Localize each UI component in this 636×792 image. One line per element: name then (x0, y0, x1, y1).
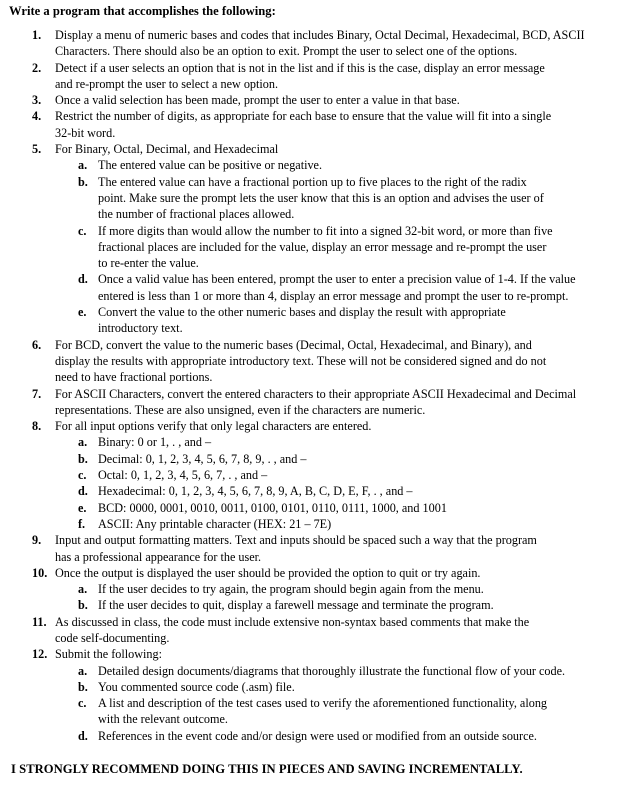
list-item-text (55, 337, 630, 386)
list-item (0, 386, 636, 419)
sub-list-item-letter: b. (78, 174, 88, 189)
text-line: Detect if a user selects an option that is not in the list and if this is the case, display an error message (55, 60, 545, 75)
list-item (0, 108, 636, 141)
text-line: point. Make sure the prompt lets the user know that this is an option and advises the user of (98, 190, 544, 205)
text-line: If the user decides to quit, display a farewell message and terminate the program. (98, 598, 494, 613)
text-line: code self-documenting. (55, 630, 170, 645)
sub-list-item-text (98, 467, 624, 483)
sub-list-item-letter: e. (78, 305, 87, 320)
text-line: As discussed in class, the code must include extensive non-syntax based comments that make the (55, 614, 530, 629)
sub-list-item (0, 467, 636, 483)
text-line: For all input options verify that only legal characters are entered. (55, 419, 372, 434)
list-item (0, 92, 636, 108)
sub-list-item (0, 434, 636, 450)
text-line: For BCD, convert the value to the numeric bases (Decimal, Octal, Hexadecimal, and Binary), and (55, 337, 532, 352)
requirements-list (0, 27, 636, 744)
list-item-text (55, 141, 630, 157)
sub-list-item-letter: d. (78, 728, 88, 743)
list-item-text (55, 614, 630, 647)
text-line: need to have fractional portions. (55, 370, 213, 385)
sub-list-item (0, 157, 636, 173)
text-line: You commented source code (.asm) file. (98, 679, 295, 694)
text-line: References in the event code and/or design were used or modified from an outside source. (98, 728, 537, 743)
sub-list-item-letter: a. (78, 435, 88, 450)
text-line: Octal: 0, 1, 2, 3, 4, 5, 6, 7, . , and – (98, 468, 268, 483)
sub-list-item-text (98, 500, 624, 516)
list-item-text (55, 27, 630, 60)
list-item-text (55, 418, 630, 434)
list-item (0, 565, 636, 581)
sub-list-item-text (98, 581, 624, 597)
text-line: BCD: 0000, 0001, 0010, 0011, 0100, 0101, 0110, 0111, 1000, and 1001 (98, 500, 447, 515)
text-line: display the results with appropriate introductory text. These will not be considered signed and do not (55, 353, 547, 368)
sub-list-item-text (98, 174, 624, 223)
text-line: Restrict the number of digits, as appropriate for each base to ensure that the value will fit into a single (55, 109, 552, 124)
sub-list-item-letter: c. (78, 696, 87, 711)
list-item-number: 8. (32, 419, 42, 434)
list-item-text (55, 108, 630, 141)
sub-list-item (0, 663, 636, 679)
sub-list-item-text (98, 695, 624, 728)
text-line: Characters. There should also be an option to exit. Prompt the user to select one of the options. (55, 44, 518, 59)
text-line: Once a valid value has been entered, prompt the user to enter a precision value of 1-4. If the value (98, 272, 576, 287)
text-line: Hexadecimal: 0, 1, 2, 3, 4, 5, 6, 7, 8, 9, A, B, C, D, E, F, . , and – (98, 484, 413, 499)
sub-list-item (0, 581, 636, 597)
sub-list-item-letter: e. (78, 500, 87, 515)
list-item (0, 141, 636, 157)
sub-list-item (0, 500, 636, 516)
text-line: Decimal: 0, 1, 2, 3, 4, 5, 6, 7, 8, 9, . , and – (98, 451, 307, 466)
list-item-number: 7. (32, 386, 42, 401)
text-line: the number of fractional places allowed. (98, 207, 295, 222)
list-item (0, 418, 636, 434)
sub-list-item (0, 483, 636, 499)
list-item (0, 60, 636, 93)
text-line: fractional places are included for the value, display an error message and re-prompt the user (98, 239, 547, 254)
list-item (0, 614, 636, 647)
text-line: ASCII: Any printable character (HEX: 21 – 7E) (98, 516, 332, 531)
sub-list-item-letter: b. (78, 451, 88, 466)
sub-list-item-text (98, 304, 624, 337)
sub-list-item-text (98, 597, 624, 613)
sub-list-item-letter: a. (78, 663, 88, 678)
sub-list-item-letter: c. (78, 468, 87, 483)
text-line: has a professional appearance for the user. (55, 549, 262, 564)
list-item-number: 10. (32, 565, 48, 580)
sub-list-item (0, 728, 636, 744)
text-line: Detailed design documents/diagrams that thoroughly illustrate the functional flow of your code. (98, 663, 566, 678)
text-line: For Binary, Octal, Decimal, and Hexadecimal (55, 142, 279, 157)
text-line: introductory text. (98, 321, 183, 336)
list-item-number: 9. (32, 533, 42, 548)
sub-list-item (0, 174, 636, 223)
text-line: with the relevant outcome. (98, 712, 228, 727)
list-item-text (55, 60, 630, 93)
text-line: to re-enter the value. (98, 256, 199, 271)
sub-list-item-letter: c. (78, 223, 87, 238)
text-line: Binary: 0 or 1, . , and – (98, 435, 212, 450)
text-line: If the user decides to try again, the program should begin again from the menu. (98, 582, 484, 597)
sub-list-item-text (98, 271, 624, 304)
list-item (0, 646, 636, 662)
sub-list-item (0, 695, 636, 728)
text-line: Submit the following: (55, 647, 162, 662)
sub-list-item-letter: d. (78, 272, 88, 287)
sub-list-item-letter: f. (78, 516, 86, 531)
text-line: For ASCII Characters, convert the entered characters to their appropriate ASCII Hexadecimal and Decimal (55, 386, 577, 401)
text-line: and re-prompt the user to select a new option. (55, 76, 279, 91)
text-line: A list and description of the test cases used to verify the aforementioned functionality, along (98, 696, 548, 711)
list-item (0, 27, 636, 60)
sub-list-item-text (98, 728, 624, 744)
sub-list-item-letter: a. (78, 582, 88, 597)
sub-list-item-text (98, 223, 624, 272)
list-item-text (55, 646, 630, 662)
sub-list-item (0, 271, 636, 304)
sub-list-item (0, 451, 636, 467)
list-item (0, 532, 636, 565)
sub-list-item-letter: b. (78, 679, 88, 694)
sub-list-item (0, 679, 636, 695)
list-item-number: 12. (32, 647, 48, 662)
sub-list-item-text (98, 663, 624, 679)
list-item-number: 2. (32, 60, 42, 75)
text-line: 32-bit word. (55, 125, 116, 140)
list-item-number: 5. (32, 142, 42, 157)
sub-list-item-text (98, 157, 624, 173)
list-item-number: 11. (32, 614, 47, 629)
sub-list-item (0, 223, 636, 272)
sub-list-item-text (98, 434, 624, 450)
text-line: Input and output formatting matters. Text and inputs should be spaced such a way that the program (55, 533, 537, 548)
list-item (0, 337, 636, 386)
sub-list-item-text (98, 516, 624, 532)
list-item-text (55, 386, 630, 419)
text-line: The entered value can have a fractional portion up to five places to the right of the radix (98, 174, 527, 189)
document-heading: Write a program that accomplishes the following: (9, 4, 276, 18)
list-item-number: 6. (32, 337, 42, 352)
sub-list-item (0, 304, 636, 337)
text-line: representations. These are also unsigned, even if the characters are numeric. (55, 402, 426, 417)
sub-list-item-text (98, 451, 624, 467)
sub-list-item-text (98, 483, 624, 499)
list-item-number: 1. (32, 28, 42, 42)
list-item-text (55, 92, 630, 108)
document-footer-note: I STRONGLY RECOMMEND DOING THIS IN PIECES AND SAVING INCREMENTALLY. (11, 762, 523, 776)
sub-list-item (0, 516, 636, 532)
list-item-text (55, 565, 630, 581)
text-line: entered is less than 1 or more than 4, display an error message and prompt the user to re-prompt. (98, 288, 569, 303)
list-item-number: 4. (32, 109, 42, 124)
sub-list-item-text (98, 679, 624, 695)
sub-list-item (0, 597, 636, 613)
sub-list-item-letter: d. (78, 484, 88, 499)
sub-list-item-letter: a. (78, 158, 88, 173)
text-line: If more digits than would allow the number to fit into a signed 32-bit word, or more than five (98, 223, 553, 238)
list-item-text (55, 532, 630, 565)
text-line: The entered value can be positive or negative. (98, 158, 323, 173)
text-line: Once the output is displayed the user should be provided the option to quit or try again. (55, 565, 481, 580)
text-line: Once a valid selection has been made, prompt the user to enter a value in that base. (55, 93, 460, 108)
text-line: Convert the value to the other numeric bases and display the result with appropriate (98, 305, 506, 320)
sub-list-item-letter: b. (78, 598, 88, 613)
list-item-number: 3. (32, 93, 42, 108)
text-line: Display a menu of numeric bases and codes that includes Binary, Octal Decimal, Hexadecimal, BCD, ASCII (55, 28, 585, 42)
